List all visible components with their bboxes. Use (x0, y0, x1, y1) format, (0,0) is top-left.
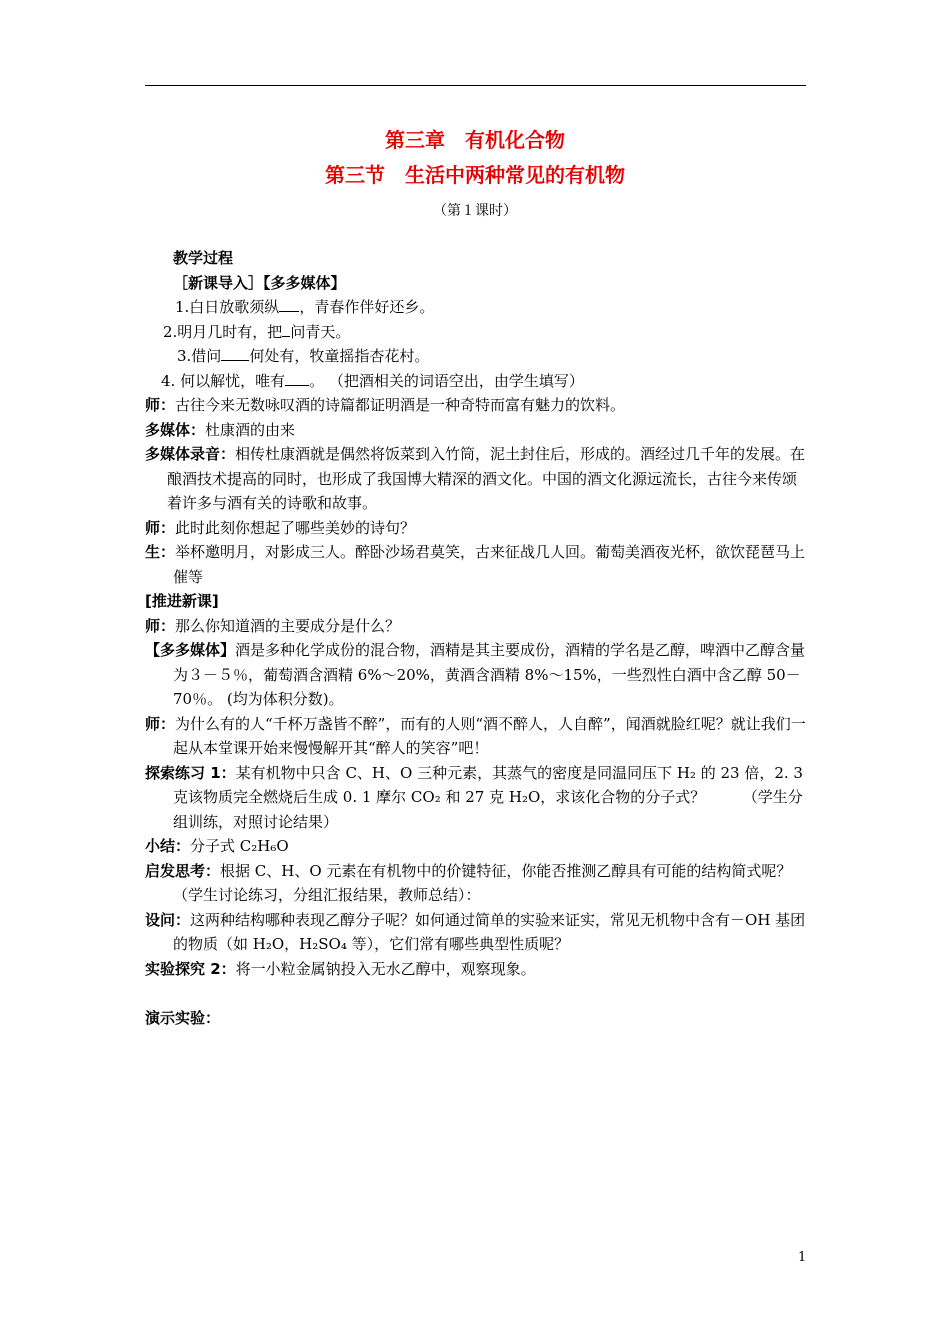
process-heading: 教学过程 (173, 249, 234, 267)
chapter-title: 第三章 有机化合物 (385, 128, 565, 152)
summary-line: 小结：分子式 C₂H₆O (145, 837, 289, 855)
poem-line-2: 2.明月几时有，把 问青天。 (163, 322, 351, 341)
section-title: 第三节 生活中两种常见的有机物 (325, 163, 625, 187)
teacher-line-4: 师：为什么有的人“千杯万盏皆不醉”，而有的人则“酒不醉人，人自醉”，闻酒就脸红呢？就让我们一起从本堂课开始来慢慢解开其“醉人的笑容”吧！ (145, 714, 806, 757)
advance-heading: [推进新课] (145, 592, 219, 610)
teacher-line-1: 师：古往今来无数咏叹酒的诗篇都证明酒是一种奇特而富有魅力的饮料。 (145, 396, 626, 414)
experiment-2: 实验探究 2：将一小粒金属钠投入无水乙醇中，观察现象。 (145, 959, 536, 978)
multimedia-audio: 多媒体录音：相传杜康酒就是偶然将饭菜到入竹筒，泥土封住后，形成的。酒经过几千年的发展。在酿酒技术提高的同时，也形成了我国博大精深的酒文化。中国的酒文化源远流长，古往今来传颂着许多与酒有关的诗歌和故事。 (145, 445, 806, 512)
fill-blank (285, 371, 309, 386)
teacher-line-2: 师：此时此刻你想起了哪些美妙的诗句？ (145, 518, 416, 537)
demo-heading: 演示实验： (145, 1008, 221, 1027)
page-number: 1 (798, 1250, 807, 1265)
multimedia-line-1: 多媒体：杜康酒的由来 (145, 420, 296, 439)
lesson-subtitle: （第１课时） (433, 203, 517, 219)
document-body (145, 246, 810, 1030)
poem-line-4: 4. 何以解忧，唯有 。 （把酒相关的词语空出，由学生填写） (161, 371, 584, 390)
multimedia-line-2: 【多多媒体】酒是多种化学成份的混合物，酒精是其主要成份，酒精的学名是乙醇，啤酒中乙醇含量为３－５％，葡萄酒含酒精 6%～20%，黄酒含酒精 8%～15%，一些烈性白酒中含乙醇 50－70％。 (均为体积分数)。 (145, 641, 806, 708)
fill-blank (279, 297, 299, 312)
exercise-1: 探索练习 1：某有机物中只含 C、H、O 三种元素，其蒸气的密度是同温同压下 H₂ 的 23 倍，2. 3 克该物质完全燃烧后生成 0. 1 摩尔 CO₂ 和 27 克 H₂O，求该化合物的分子式？ （学生分组训练，对照讨论结果） (145, 763, 803, 831)
design-question: 设问：这两种结构哪种表现乙醇分子呢？如何通过简单的实验来证实，常见无机物中含有－OH 基团的物质（如 H₂O，H₂SO₄ 等），它们常有哪些典型性质呢？ (145, 910, 806, 953)
header-rule (145, 85, 806, 86)
student-line-1: 生：举杯邀明月，对影成三人。醉卧沙场君莫笑，古来征战几人回。葡萄美酒夜光杯，欲饮琵琶马上催等 (145, 543, 806, 586)
teacher-line-3: 师：那么你知道酒的主要成分是什么？ (145, 616, 401, 635)
poem-line-3: 3.借问 何处有，牧童摇指杏花村。 (177, 347, 430, 365)
spacer (145, 981, 810, 1006)
inspire-question: 启发思考：根据 C、H、O 元素在有机物中的价键特征，你能否推测乙醇具有可能的结构简式呢？（学生讨论练习，分组汇报结果，教师总结）： (145, 861, 792, 904)
fill-blank (221, 346, 249, 361)
intro-heading: ［新课导入］【多多媒体】 (173, 273, 346, 292)
poem-line-1: 1.白日放歌须纵 ，青春作伴好还乡。 (175, 298, 435, 316)
